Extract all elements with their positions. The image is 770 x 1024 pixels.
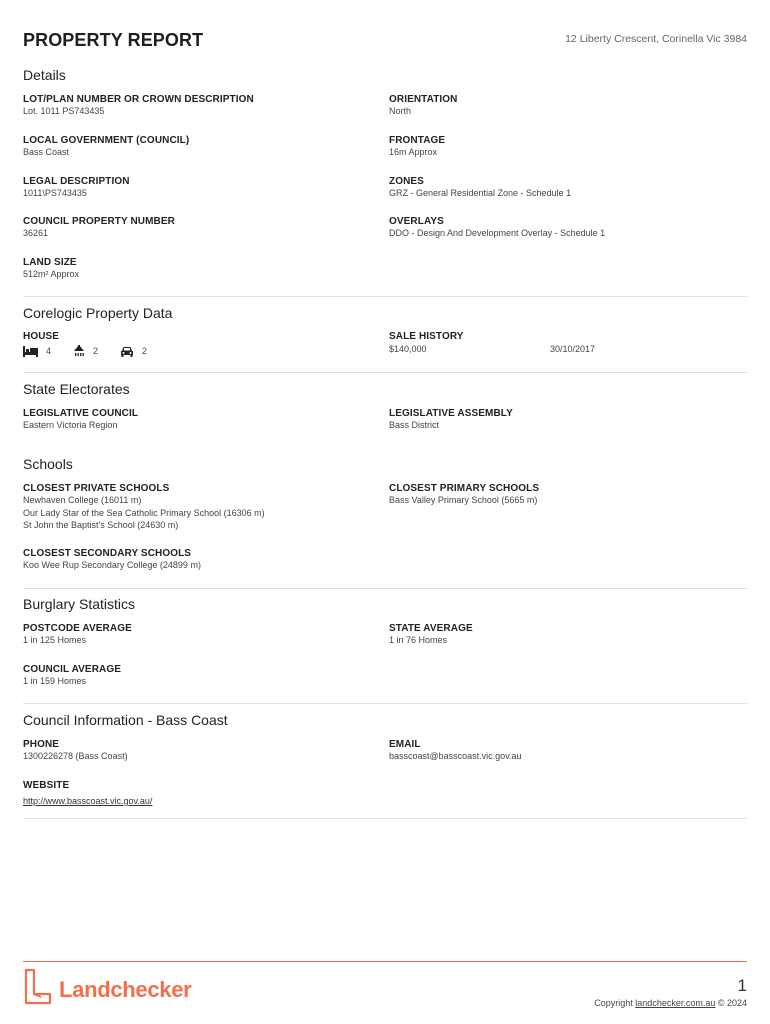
legislative-assembly-label: LEGISLATIVE ASSEMBLY bbox=[389, 408, 513, 419]
section-divider bbox=[23, 296, 747, 297]
lot-plan-value: Lot. 1011 PS743435 bbox=[23, 106, 105, 116]
orientation-value: North bbox=[389, 106, 412, 116]
section-council-info-heading: Council Information - Bass Coast bbox=[23, 712, 228, 728]
email-field bbox=[389, 739, 522, 763]
brand-name: Landchecker bbox=[59, 976, 192, 1002]
legislative-council-field bbox=[23, 408, 138, 432]
legislative-assembly-value: Bass District bbox=[389, 420, 440, 430]
bath-icon bbox=[73, 345, 85, 357]
lot-plan-field bbox=[23, 94, 254, 118]
frontage-label: FRONTAGE bbox=[389, 135, 446, 146]
zones-label: ZONES bbox=[389, 176, 424, 187]
footer-divider bbox=[23, 961, 747, 962]
section-schools-heading: Schools bbox=[23, 456, 73, 472]
primary-school-item: Bass Valley Primary School (5665 m) bbox=[389, 495, 538, 505]
frontage-value: 16m Approx bbox=[389, 147, 438, 157]
council-average-field bbox=[23, 664, 121, 688]
state-average-field bbox=[389, 623, 473, 647]
phone-value: 1300226278 (Bass Coast) bbox=[23, 751, 128, 761]
council-average-label: COUNCIL AVERAGE bbox=[23, 664, 121, 675]
section-divider bbox=[23, 588, 747, 589]
car-count: 2 bbox=[142, 346, 148, 356]
property-address: 12 Liberty Crescent, Corinella Vic 3984 bbox=[565, 33, 747, 45]
land-size-value: 512m² Approx bbox=[23, 269, 80, 279]
brand-logo bbox=[23, 968, 191, 1011]
bed-count: 4 bbox=[46, 346, 52, 356]
page-title: PROPERTY REPORT bbox=[23, 30, 204, 50]
council-property-number-value: 36261 bbox=[23, 228, 49, 238]
secondary-schools-field bbox=[23, 548, 201, 572]
private-school-item: St John the Baptist's School (24630 m) bbox=[23, 520, 179, 530]
legislative-council-value: Eastern Victoria Region bbox=[23, 420, 118, 430]
lot-plan-label: LOT/PLAN NUMBER OR CROWN DESCRIPTION bbox=[23, 94, 254, 105]
section-electorates-heading: State Electorates bbox=[23, 381, 130, 397]
section-divider bbox=[23, 703, 747, 704]
secondary-school-item: Koo Wee Rup Secondary College (24899 m) bbox=[23, 560, 201, 570]
sale-price: $140,000 bbox=[389, 344, 427, 354]
overlays-field bbox=[389, 216, 605, 240]
phone-label: PHONE bbox=[23, 739, 60, 750]
sale-history-label: SALE HISTORY bbox=[389, 331, 464, 342]
overlays-value: DDO - Design And Development Overlay - Schedule 1 bbox=[389, 228, 606, 238]
primary-schools-field bbox=[389, 483, 539, 507]
email-value: basscoast@basscoast.vic.gov.au bbox=[389, 751, 522, 761]
section-divider bbox=[23, 818, 747, 819]
postcode-average-value: 1 in 125 Homes bbox=[23, 635, 87, 645]
car-icon bbox=[120, 346, 134, 357]
zones-field bbox=[389, 176, 571, 200]
page-number: 1 bbox=[737, 976, 747, 995]
copyright-link[interactable]: landchecker.com.au bbox=[635, 998, 716, 1008]
website-label: WEBSITE bbox=[23, 780, 70, 791]
copyright-prefix: Copyright bbox=[594, 998, 636, 1008]
legal-description-label: LEGAL DESCRIPTION bbox=[23, 176, 130, 187]
section-divider bbox=[23, 372, 747, 373]
council-value: Bass Coast bbox=[23, 147, 70, 157]
house-label: HOUSE bbox=[23, 331, 60, 342]
land-size-label: LAND SIZE bbox=[23, 257, 77, 268]
orientation-label: ORIENTATION bbox=[389, 94, 458, 105]
website-link[interactable]: http://www.basscoast.vic.gov.au/ bbox=[23, 796, 153, 806]
postcode-average-field bbox=[23, 623, 132, 647]
landchecker-logo-icon bbox=[23, 968, 53, 1011]
primary-schools-label: CLOSEST PRIMARY SCHOOLS bbox=[389, 483, 540, 494]
section-corelogic-heading: Corelogic Property Data bbox=[23, 305, 173, 321]
phone-field bbox=[23, 739, 128, 763]
sale-history-field bbox=[389, 331, 464, 342]
section-burglary-heading: Burglary Statistics bbox=[23, 596, 136, 612]
email-label: EMAIL bbox=[389, 739, 421, 750]
private-school-item: Newhaven College (16011 m) bbox=[23, 495, 142, 505]
private-school-item: Our Lady Star of the Sea Catholic Primary School (16306 m) bbox=[23, 507, 265, 518]
orientation-field bbox=[389, 94, 458, 118]
council-property-number-field bbox=[23, 216, 175, 240]
land-size-field bbox=[23, 257, 79, 281]
council-average-value: 1 in 159 Homes bbox=[23, 676, 87, 686]
council-field bbox=[23, 135, 189, 159]
legal-description-field bbox=[23, 176, 130, 200]
private-schools-field bbox=[23, 483, 265, 532]
legislative-assembly-field bbox=[389, 408, 513, 432]
state-average-label: STATE AVERAGE bbox=[389, 623, 473, 634]
website-field bbox=[23, 780, 152, 809]
council-label: LOCAL GOVERNMENT (COUNCIL) bbox=[23, 135, 190, 146]
frontage-field bbox=[389, 135, 445, 159]
house-field bbox=[23, 331, 169, 357]
overlays-label: OVERLAYS bbox=[389, 216, 444, 227]
state-average-value: 1 in 76 Homes bbox=[389, 635, 448, 645]
postcode-average-label: POSTCODE AVERAGE bbox=[23, 623, 132, 634]
house-features bbox=[23, 345, 169, 357]
legislative-council-label: LEGISLATIVE COUNCIL bbox=[23, 408, 139, 419]
copyright-suffix: © 2024 bbox=[715, 998, 747, 1008]
secondary-schools-label: CLOSEST SECONDARY SCHOOLS bbox=[23, 548, 192, 559]
bed-icon bbox=[23, 346, 38, 357]
copyright bbox=[594, 998, 747, 1008]
private-schools-label: CLOSEST PRIVATE SCHOOLS bbox=[23, 483, 170, 494]
legal-description-value: 1011\PS743435 bbox=[23, 188, 87, 198]
section-details-heading: Details bbox=[23, 67, 66, 83]
zones-value: GRZ - General Residential Zone - Schedule 1 bbox=[389, 188, 572, 198]
bath-count: 2 bbox=[93, 346, 99, 356]
council-property-number-label: COUNCIL PROPERTY NUMBER bbox=[23, 216, 175, 227]
sale-date: 30/10/2017 bbox=[550, 344, 596, 354]
